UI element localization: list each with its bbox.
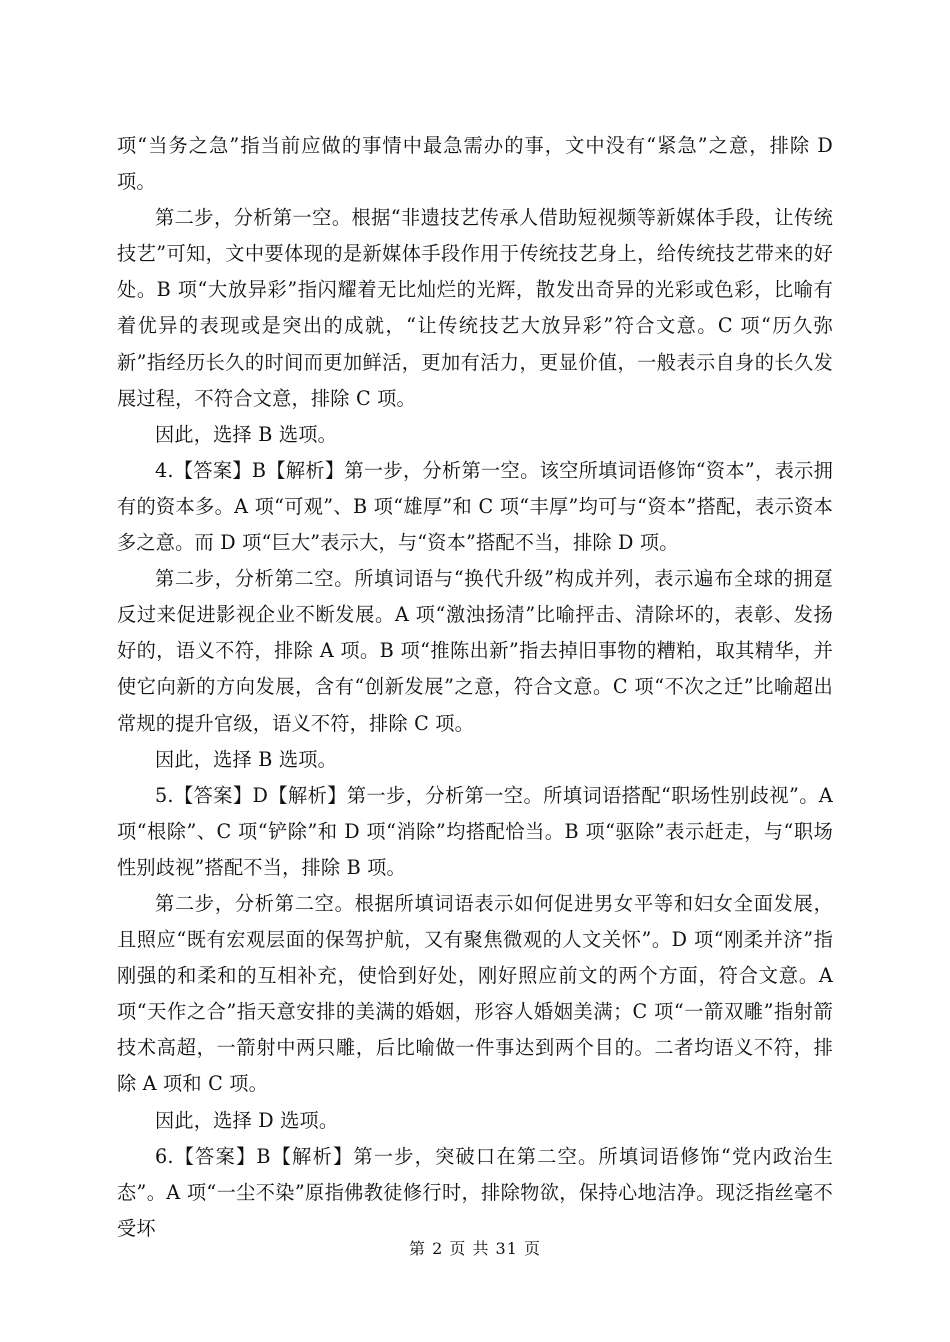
paragraph-step2-q4: 第二步，分析第二空。所填词语与“换代升级”构成并列，表示遍布全球的拥趸反过来促进影视企业不断发展。A 项“激浊扬清”比喻抨击、清除坏的，表彰、发扬好的，语义不符，排除 A 项。B 项“推陈出新”指去掉旧事物的糟粕，取其精华，并使它向新的方向发展，含有“创新发展”之意，符合文意。C 项“不次之迁”比喻超出常规的提升官级，语义不符，排除 C 项。: [117, 567, 833, 735]
paragraph-answer-q6: 6.【答案】B【解析】第一步，突破口在第二空。所填词语修饰“党内政治生态”。A 项“一尘不染”原指佛教徒修行时，排除物欲，保持心地洁净。现泛指丝毫不受坏: [117, 1144, 833, 1240]
paragraph-conclusion-q5: 因此，选择 D 选项。: [155, 1108, 339, 1132]
paragraph-conclusion-q3: 因此，选择 B 选项。: [155, 422, 337, 446]
paragraph-answer-q4: 4.【答案】B【解析】第一步，分析第一空。该空所填词语修饰“资本”，表示拥有的资本多。A 项“可观”、B 项“雄厚”和 C 项“丰厚”均可与“资本”搭配，表示资本多之意。而 D 项“巨大”表示大，与“资本”搭配不当，排除 D 项。: [117, 458, 833, 555]
paragraph-answer-q5: 5.【答案】D【解析】第一步，分析第一空。所填词语搭配“职场性别歧视”。A 项“根除”、C 项“铲除”和 D 项“消除”均搭配恰当。B 项“驱除”表示赶走，与“职场性别歧视”搭配不当，排除 B 项。: [117, 783, 833, 879]
paragraph-step2-q3: 第二步，分析第一空。根据“非遗技艺传承人借助短视频等新媒体手段，让传统技艺”可知，文中要体现的是新媒体手段作用于传统技艺身上，给传统技艺带来的好处。B 项“大放异彩”指闪耀着无比灿烂的光辉，散发出奇异的光彩或色彩，比喻有着优异的表现或是突出的成就，“让传统技艺大放异彩”符合文意。C 项“历久弥新”指经历长久的时间而更加鲜活，更加有活力，更显价值，一般表示自身的长久发展过程，不符合文意，排除 C 项。: [117, 206, 833, 410]
page-number-footer: 第 2 页 共 31 页: [409, 1239, 541, 1258]
paragraph-step2-q5: 第二步，分析第二空。根据所填词语表示如何促进男女平等和妇女全面发展，且照应“既有宏观层面的保驾护航，又有聚焦微观的人文关怀”。D 项“刚柔并济”指刚强的和柔和的互相补充，使恰到好处，刚好照应前文的两个方面，符合文意。A 项“天作之合”指天意安排的美满的婚姻，形容人婚姻美满；C 项“一箭双雕”指射箭技术高超，一箭射中两只雕，后比喻做一件事达到两个目的。二者均语义不符，排除 A 项和 C 项。: [117, 891, 833, 1096]
paragraph-conclusion-q4: 因此，选择 B 选项。: [155, 747, 337, 771]
paragraph-continued: 项“当务之急”指当前应做的事情中最急需办的事，文中没有“紧急”之意，排除 D 项。: [117, 134, 833, 194]
document-body: [117, 128, 833, 1247]
